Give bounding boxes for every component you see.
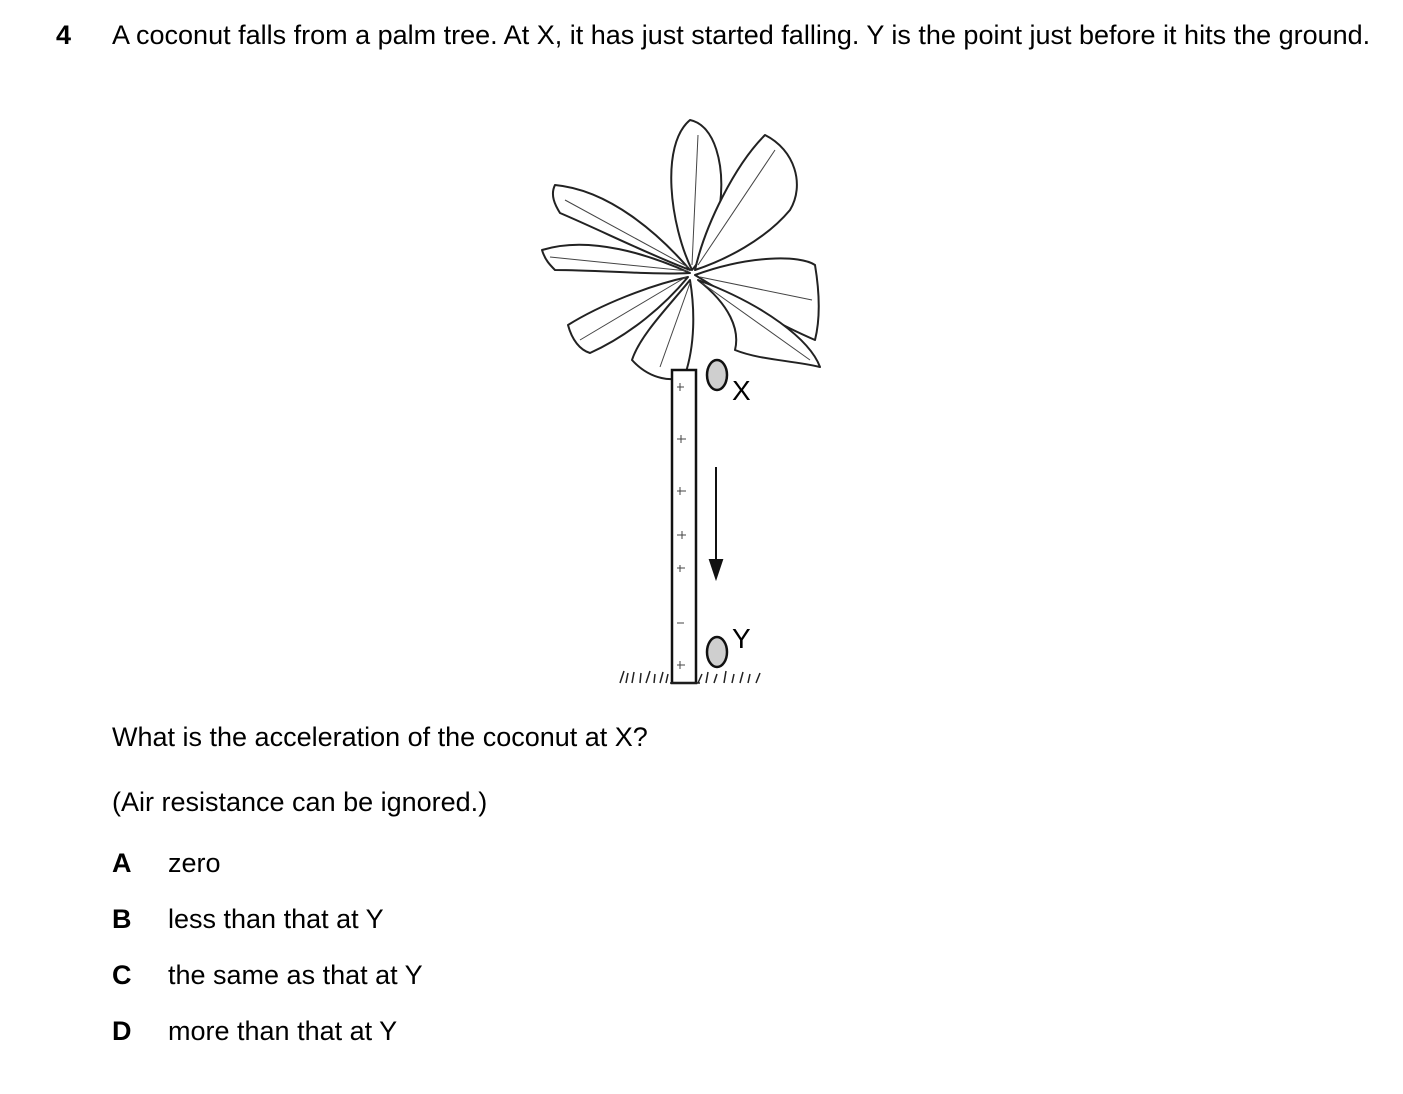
question-prompt: What is the acceleration of the coconut at X? — [112, 722, 648, 752]
option-text: zero — [168, 848, 221, 878]
label-y: Y — [732, 623, 751, 654]
question-note: (Air resistance can be ignored.) — [112, 787, 488, 817]
option-letter: C — [112, 960, 132, 990]
question-number: 4 — [56, 20, 72, 50]
option-text: less than that at Y — [168, 904, 384, 934]
label-x: X — [732, 375, 751, 406]
option-letter: B — [112, 904, 132, 934]
coconut-x — [707, 360, 727, 390]
palm-trunk — [672, 370, 696, 683]
palm-tree-figure — [520, 105, 900, 705]
option-text: more than that at Y — [168, 1016, 398, 1046]
option-text: the same as that at Y — [168, 960, 423, 990]
option-letter: D — [112, 1016, 132, 1046]
option-letter: A — [112, 848, 132, 878]
coconut-y — [707, 637, 727, 667]
palm-fronds — [542, 120, 820, 379]
question-stem: A coconut falls from a palm tree. At X, it has just started falling. Y is the point just before it hits the ground. — [112, 20, 1371, 50]
fall-arrow-icon — [710, 467, 722, 578]
